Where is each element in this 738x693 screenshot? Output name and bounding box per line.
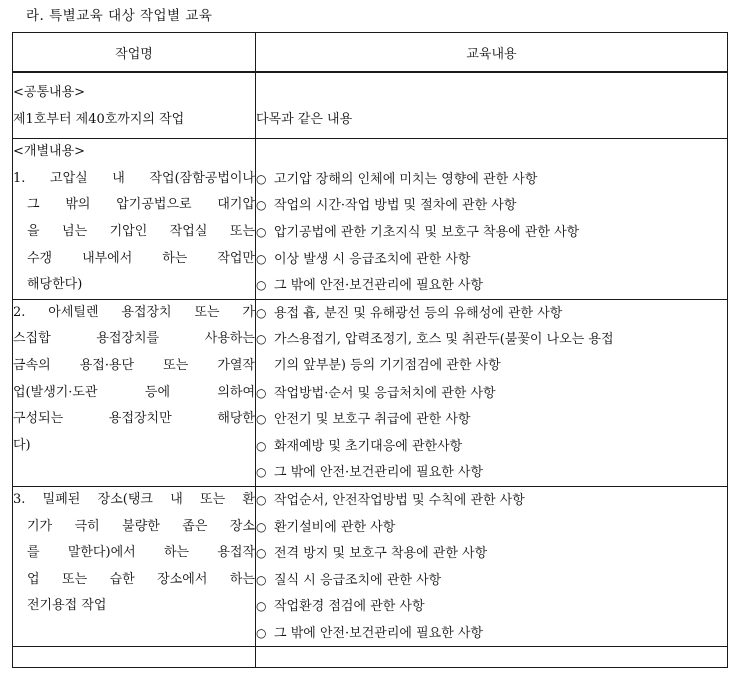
- content-cell-2: [256, 299, 728, 486]
- list-item: ○ 작업의 시간·작업 방법 및 절차에 관한 사항: [256, 192, 727, 219]
- task-line: 를 말한다)에서 하는 용접작: [27, 545, 255, 561]
- common-row: [13, 72, 728, 139]
- section-title: 라. 특별교육 대상 작업별 교육: [26, 8, 213, 24]
- task-line: 해당한다): [27, 277, 83, 293]
- table-header-row: [13, 33, 728, 73]
- task-line: 1. 고압실 내 작업(잠함공법이나: [13, 170, 255, 186]
- common-task-cell: [13, 72, 256, 139]
- task-line: 구성되는 용접장치만 해당한: [13, 411, 255, 427]
- list-item: ○ 그 밖에 안전·보건관리에 필요한 사항: [256, 459, 727, 486]
- common-content: 다목과 같은 내용: [256, 111, 353, 127]
- task-line: 다): [13, 437, 31, 453]
- list-item: ○ 안전기 및 보호구 취급에 관한 사항: [256, 406, 727, 433]
- task-cell-2: [13, 299, 256, 486]
- individual-label: <개별내용>: [13, 144, 86, 160]
- task-line: 기가 극히 불량한 좁은 장소: [27, 518, 255, 534]
- common-label: <공통내용>: [13, 85, 86, 100]
- list-item: ○ 환기설비에 관한 사항: [256, 514, 727, 541]
- header-task: 작업명: [13, 33, 256, 73]
- task-cell-3: [13, 486, 256, 647]
- task-line: 스집합 용접장치를 사용하는: [13, 331, 255, 347]
- table-row: [13, 299, 728, 486]
- list-item: ○ 질식 시 응급조치에 관한 사항: [256, 567, 727, 594]
- common-content-cell: [256, 72, 728, 139]
- task-line: 그 밖의 압기공법으로 대기압: [27, 197, 255, 213]
- list-item: ○ 전격 방지 및 보호구 착용에 관한 사항: [256, 540, 727, 567]
- list-item: ○ 그 밖에 안전·보건관리에 필요한 사항: [256, 272, 727, 299]
- list-item: ○ 가스용접기, 압력조정기, 호스 및 취관두(불꽃이 나오는 용접: [256, 326, 727, 353]
- task-line: 업 또는 습한 장소에서 하는: [27, 571, 255, 587]
- list-item: ○ 작업방법·순서 및 응급처치에 관한 사항: [256, 380, 727, 407]
- table-row: [13, 139, 728, 300]
- task-line: 2. 아세틸렌 용접장치 또는 가: [13, 304, 255, 320]
- content-cell-3: [256, 486, 728, 647]
- list-item: ○ 고기압 장해의 인체에 미치는 영향에 관한 사항: [256, 166, 727, 193]
- list-item: ○ 작업환경 점검에 관한 사항: [256, 593, 727, 620]
- list-item: ○ 이상 발생 시 응급조치에 관한 사항: [256, 246, 727, 273]
- list-item: ○ 그 밖에 안전·보건관리에 필요한 사항: [256, 620, 727, 647]
- common-task: 제1호부터 제40호까지의 작업: [13, 111, 185, 127]
- table-row-partial: [13, 647, 728, 668]
- task-line: 수갱 내부에서 하는 작업만: [27, 250, 255, 266]
- list-item: ○ 용접 흄, 분진 및 유해광선 등의 유해성에 관한 사항: [256, 300, 727, 327]
- header-content: 교육내용: [256, 33, 728, 73]
- task-line: 업(발생기·도관 등에 의하여: [13, 384, 255, 400]
- task-cell-1: [13, 139, 256, 300]
- task-line: 3. 밀폐된 장소(탱크 내 또는 환: [13, 491, 255, 507]
- list-item: ○ 압기공법에 관한 기초지식 및 보호구 착용에 관한 사항: [256, 219, 727, 246]
- task-line: 전기용접 작업: [27, 598, 107, 614]
- education-table: [12, 32, 728, 668]
- table-row: [13, 486, 728, 647]
- list-item: ○ 작업순서, 안전작업방법 및 수칙에 관한 사항: [256, 487, 727, 514]
- list-item-continuation: 기의 앞부분) 등의 기기점검에 관한 사항: [274, 357, 501, 373]
- task-line: 금속의 용접·용단 또는 가열작: [13, 357, 255, 373]
- content-cell-1: [256, 139, 728, 300]
- list-item: ○ 화재예방 및 초기대응에 관한사항: [256, 433, 727, 460]
- task-line: 을 넘는 기압인 작업실 또는: [27, 223, 255, 239]
